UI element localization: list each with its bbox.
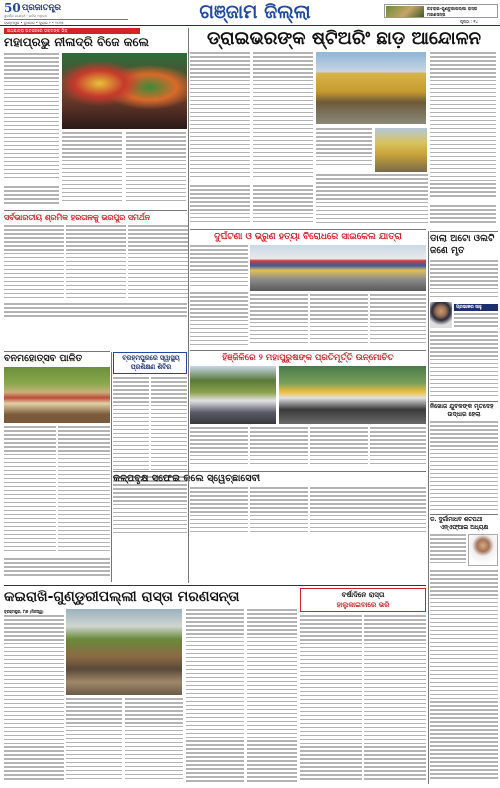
story-6-text-col-a — [4, 426, 56, 556]
dateline-bar — [4, 19, 128, 24]
story-4-text-col-e — [370, 294, 426, 348]
headline-4: ଦୁର୍ଘଟଣା ଓ ଭ୍ରୁଣ ହତ୍ୟା ବିରୋଧରେ ସାଇକେଲ ଯାତ୍ରା — [214, 232, 402, 242]
divider-9 — [430, 401, 498, 402]
tree-plantation-photo — [4, 367, 110, 423]
divider-5 — [430, 231, 498, 232]
story-5-text — [430, 260, 498, 300]
story-8-text-col-d — [370, 427, 426, 469]
drivers-protest-photo-1 — [316, 52, 426, 124]
story-2-text-col-d — [316, 128, 372, 170]
byline-12: ବ୍ରହ୍ମପୁର, ୮ା୭ (ନିଜସ୍ୱ) — [4, 609, 44, 614]
statue-photo-2 — [279, 366, 426, 424]
sidebar-name-tag — [454, 304, 498, 311]
kicker-1 — [4, 28, 140, 34]
kicker-1-text: ରଥଯାତ୍ରା ଅବସରରେ ଭକ୍ତଙ୍କ ଭିଡ଼ — [7, 28, 68, 33]
headline-6: ବନମହୋତ୍ସବ ପାଳିତ — [4, 353, 83, 364]
story-12-text-col-a — [4, 615, 64, 785]
story-7-text-col-b — [151, 377, 187, 473]
story-8-text-col-a — [190, 427, 248, 469]
story-4-text-col-c — [250, 294, 308, 348]
sidebar-name: ପ୍ରଭାକର ସାହୁ — [456, 305, 482, 310]
story-12-text-col-d — [186, 609, 244, 785]
story-7-text-col-c — [113, 476, 187, 536]
headline-11a: ଡ. ଦୁର୍ଗାମାଧବ ଶତପଥୀ — [430, 517, 483, 523]
story-5-text-b — [454, 313, 498, 329]
broken-road-photo — [66, 609, 182, 695]
divider-4 — [190, 229, 426, 230]
story-10-text-col-a — [190, 487, 248, 537]
column-rule-left — [188, 28, 189, 583]
story-1-text-col-b — [62, 132, 122, 206]
story-6-text-col-c — [4, 558, 110, 582]
story-3-text-col-b — [66, 225, 126, 303]
story-4-text-col-b — [190, 292, 248, 348]
divider-12 — [4, 585, 426, 586]
paper-name: ପ୍ରଜାତନ୍ତ୍ର — [22, 3, 61, 13]
logo-50: 50 — [4, 1, 21, 15]
story-9-text — [430, 421, 498, 513]
president-portrait — [468, 534, 498, 566]
story-10-text-col-b — [250, 487, 308, 537]
headline-3: ସର୍ବଭାରତୀୟ ଶ୍ରମିକ ହରତାଳକୁ ଭରପୁର ସମର୍ଥନ — [4, 213, 151, 222]
rainy-road-box — [300, 588, 426, 612]
headline-2: ଡ୍ରାଇଭରଙ୍କ ଷ୍ଟିଅରିଂ ଛାଡ଼ ଆନ୍ଦୋଳନ — [206, 28, 482, 49]
page-number: ପୃଷ୍ଠା : ୧୪ — [460, 19, 479, 24]
story-11-text-b — [430, 570, 498, 784]
headline-11b: ଏନ୍‌ଏଫ୍‌ଆଇ ଅଧ୍ୟକ୍ଷ — [439, 525, 489, 531]
cycle-rally-photo — [250, 245, 426, 291]
newspaper-logo — [4, 2, 82, 14]
story-3-text-col-c — [128, 225, 188, 303]
drivers-protest-photo-2 — [375, 128, 427, 172]
right-ear-head: କବରାଇ-ଗୁଣ୍ଡୁରୀପଲ୍ଲୀ ରାସ୍ତା ମରଣସନ୍ତା — [427, 6, 478, 17]
story-12-text-col-e — [247, 609, 297, 785]
story-13-text-col-a — [300, 615, 362, 785]
statue-photo-1 — [190, 366, 276, 424]
story-2-text-col-c — [253, 185, 313, 227]
masthead-rule — [0, 25, 500, 26]
headline-9b: ଉଦ୍ଧାର ହେଲା — [447, 411, 481, 418]
story-1-text-col-a — [4, 53, 59, 183]
health-camp-box — [113, 352, 187, 374]
headline-7a: ବ୍ରହ୍ମପୁରରେ ସ୍ୱାସ୍ଥ୍ୟ — [122, 354, 180, 362]
story-2-text-col-b — [253, 52, 313, 182]
story-3-text-col-d — [4, 303, 187, 319]
headline-7b: ପ୍ରଶିକ୍ଷଣ ଶିବିର — [130, 363, 172, 371]
story-7-text-col-a — [113, 377, 149, 473]
column-rule-right — [428, 231, 429, 784]
story-2-text-col-g — [430, 205, 496, 229]
sidebar-portrait — [430, 302, 452, 328]
divider-3 — [4, 210, 187, 211]
logo-tagline: ସୁବର୍ଣ୍ଣ ଜୟନ୍ତୀ · ଗର୍ବର ଅନୁଭବ — [4, 14, 48, 18]
dateline: ବ୍ରହ୍ମପୁର ‌• ବୁଧବାର ‌• ଜୁଲାଇ ୯ • ୨୦୨୫ — [4, 21, 64, 25]
story-2-text-col-a — [190, 52, 250, 182]
right-ear-photo — [386, 6, 424, 17]
headline-1: ମହାପ୍ରଭୁ ନୀଳାଦ୍ରି ବିଜେ କଲେ — [4, 35, 149, 49]
story-6-text-col-b — [58, 426, 110, 556]
story-8-text-col-b — [250, 427, 308, 469]
headline-10: କଳ୍ପବୃକ୍ଷ ସଫେଇ କଲେ ସ୍ୱେଚ୍ଛାସେବୀ — [113, 473, 261, 484]
story-8-text-col-c — [310, 427, 368, 469]
story-12-text-col-b — [66, 698, 122, 784]
headline-13b: ହାଲୁକାଇବାରେ ଭରି — [336, 601, 390, 609]
section-title: ଗଞ୍ଜାମ ଜିଲ୍ଲା — [199, 1, 311, 23]
headline-13a: ବର୍ଷାଦିନେ ରାସ୍ତା — [341, 591, 385, 599]
rath-deity-photo — [62, 53, 187, 129]
story-13-text-col-b — [364, 615, 426, 785]
story-5-text-c — [430, 331, 498, 399]
masthead — [0, 0, 500, 26]
story-12-text-col-c — [125, 698, 183, 784]
column-rule-mid — [111, 352, 112, 582]
story-4-text-col-a — [190, 245, 248, 289]
divider-6 — [4, 351, 110, 352]
story-2-sidebar-text — [430, 52, 496, 202]
divider-11 — [430, 514, 498, 515]
headline-9a: ନିଖୋଜ ଯୁବକଙ୍କ ମୃତଦେହ — [430, 403, 494, 410]
divider-10 — [113, 471, 426, 472]
story-1-text-col-a2 — [4, 186, 59, 208]
story-10-text-col-c — [310, 487, 426, 537]
story-1-text-col-c — [126, 132, 186, 206]
story-11-text-a — [430, 534, 466, 568]
headline-8: ହିଞ୍ଜିଳିରେ ୨ ମହାପୁରୁଷଙ୍କ ପ୍ରତିମୂର୍ତ୍ତି ଉନ୍ମୋଚିତ — [222, 353, 394, 363]
headline-12: କଇରାଖି-ଗୁଣ୍ଡୁରୀପଲ୍ଲୀ ରାସ୍ତା ମରଣସନ୍ତା — [4, 589, 240, 605]
story-4-text-col-d — [310, 294, 368, 348]
right-ear-box — [384, 4, 498, 18]
story-3-text-col-a — [4, 225, 64, 303]
story-2-text-col-e — [316, 174, 428, 228]
headline-5: ଡାଲା ଅଟୋ ଓଲଟି ଜଣେ ମୃତ — [430, 233, 495, 256]
story-2-text-col-f — [190, 185, 250, 227]
divider-8 — [190, 350, 426, 351]
